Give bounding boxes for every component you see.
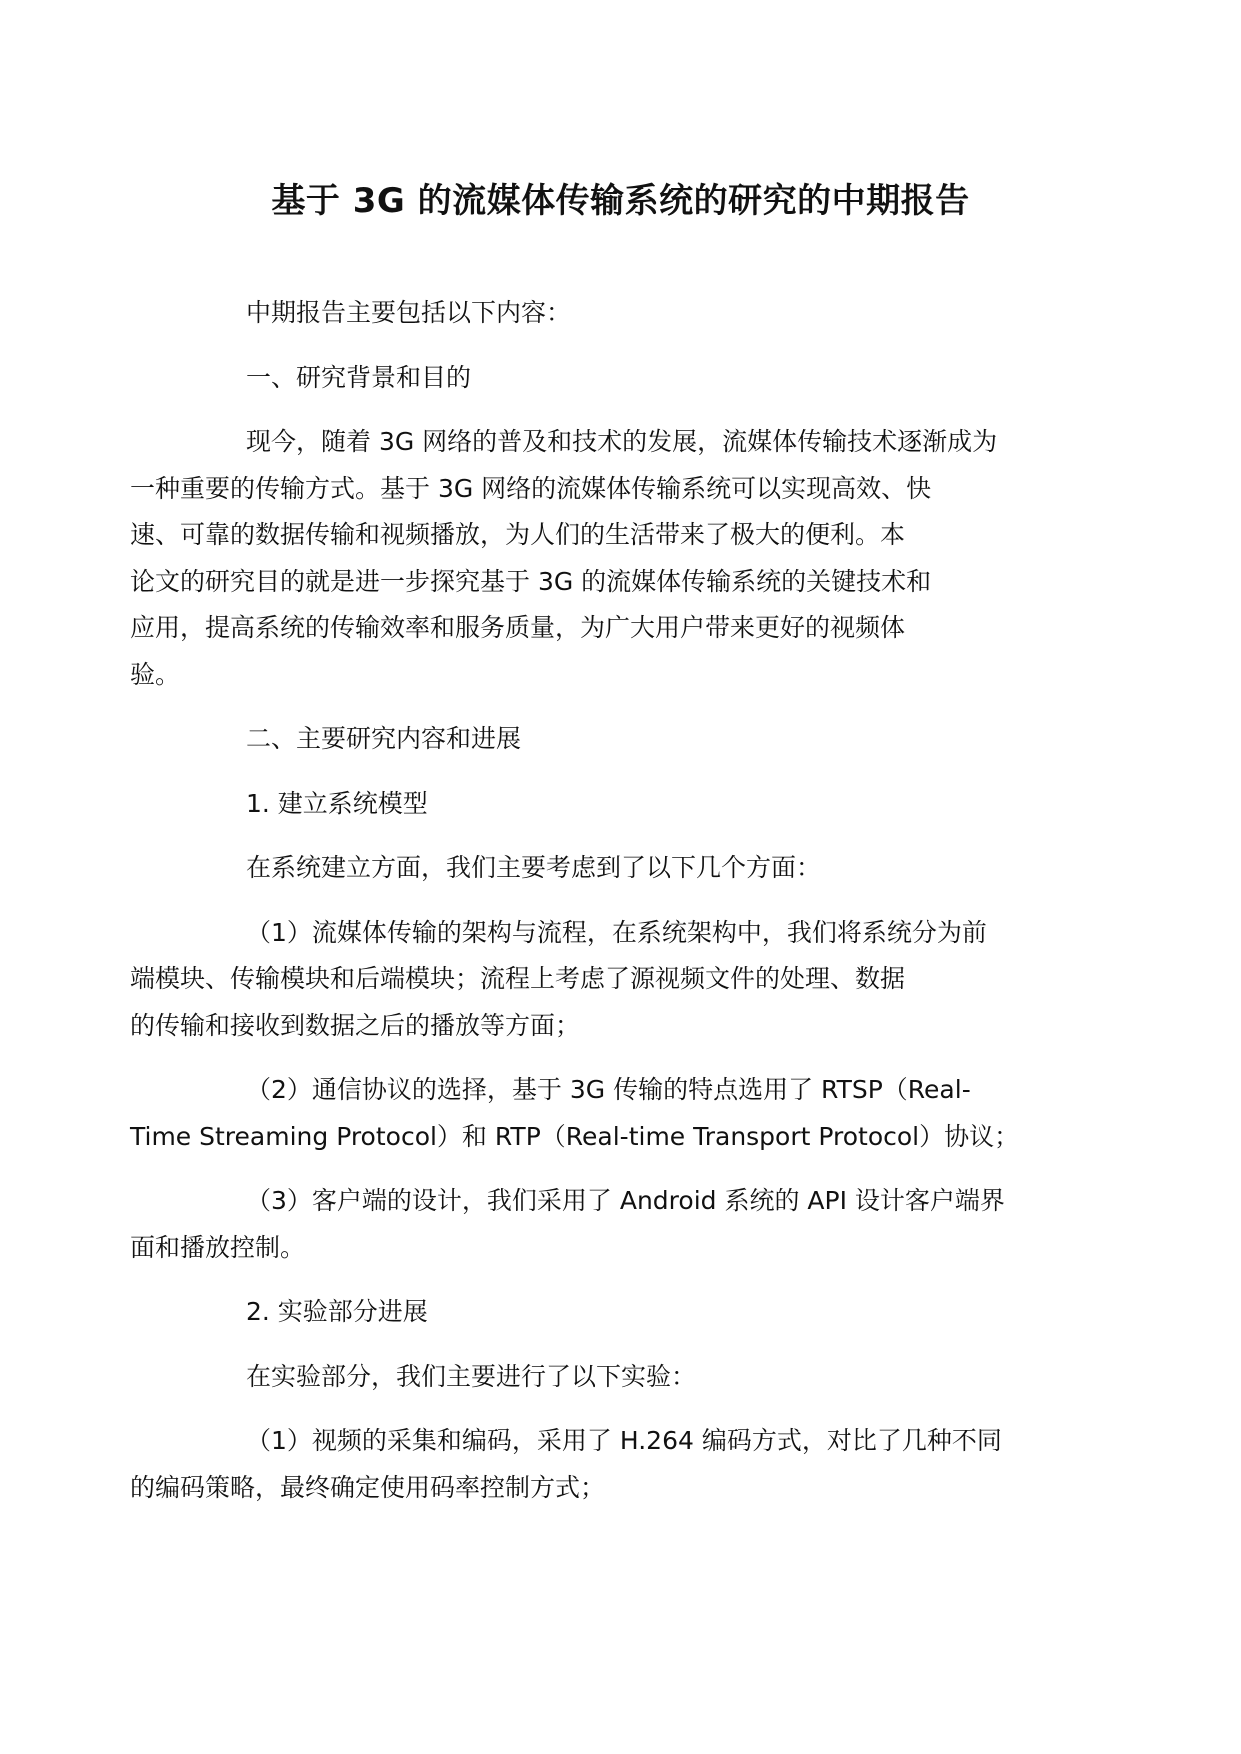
paragraph-line: 中期报告主要包括以下内容： xyxy=(246,298,572,327)
paragraph-line: 一、研究背景和目的 xyxy=(246,362,472,392)
paragraph-line: 面和播放控制。 xyxy=(130,1232,306,1262)
paragraph-line: 应用，提高系统的传输效率和服务质量，为广大用户带来更好的视频体 xyxy=(130,613,906,642)
paragraph xyxy=(188,781,1068,828)
paragraph-line: 的传输和接收到数据之后的播放等方面； xyxy=(130,1010,581,1040)
paragraph-line: 速、可靠的数据传输和视频播放，为人们的生活带来了极大的便利。本 xyxy=(130,520,906,549)
paragraph xyxy=(130,1178,1068,1271)
paragraph xyxy=(188,290,1068,337)
paragraph-line: 验。 xyxy=(130,659,181,689)
paragraph-line: 一种重要的传输方式。基于 3G 网络的流媒体传输系统可以实现高效、快 xyxy=(130,473,932,503)
paragraph-line: 二、主要研究内容和进展 xyxy=(246,724,522,753)
paragraph-line: （3）客户端的设计，我们采用了 Android 系统的 API 设计客户端界 xyxy=(246,1186,1005,1215)
paragraph xyxy=(188,845,1068,892)
paragraph-line: 在实验部分，我们主要进行了以下实验： xyxy=(246,1361,697,1391)
paragraph xyxy=(130,910,1068,1050)
document-title: 基于 3G 的流媒体传输系统的研究的中期报告 xyxy=(271,181,970,221)
paragraph-line: 端模块、传输模块和后端模块；流程上考虑了源视频文件的处理、数据 xyxy=(130,964,906,993)
paragraph xyxy=(130,419,1068,698)
paragraph xyxy=(188,355,1068,402)
paragraph xyxy=(188,716,1068,763)
paragraph-line: 2. 实验部分进展 xyxy=(246,1297,428,1326)
document-body xyxy=(130,290,1068,1529)
paragraph xyxy=(188,1354,1068,1401)
paragraph-line: 1. 建立系统模型 xyxy=(246,788,428,818)
paragraph xyxy=(188,1289,1068,1336)
paragraph-line: （1）视频的采集和编码，采用了 H.264 编码方式，对比了几种不同 xyxy=(246,1426,1002,1455)
paragraph-line: Time Streaming Protocol）和 RTP（Real-time Transport Protocol）协议； xyxy=(130,1121,1020,1151)
paragraph-line: 在系统建立方面，我们主要考虑到了以下几个方面： xyxy=(246,853,822,882)
paragraph xyxy=(130,1418,1068,1511)
paragraph-line: 的编码策略，最终确定使用码率控制方式； xyxy=(130,1472,606,1502)
paragraph-line: （1）流媒体传输的架构与流程，在系统架构中，我们将系统分为前 xyxy=(246,917,987,947)
paragraph-line: 论文的研究目的就是进一步探究基于 3G 的流媒体传输系统的关键技术和 xyxy=(130,566,932,596)
paragraph-line: 现今，随着 3G 网络的普及和技术的发展，流媒体传输技术逐渐成为 xyxy=(246,427,998,456)
paragraph-line: （2）通信协议的选择，基于 3G 传输的特点选用了 RTSP（Real- xyxy=(246,1075,971,1104)
paragraph xyxy=(130,1067,1068,1160)
